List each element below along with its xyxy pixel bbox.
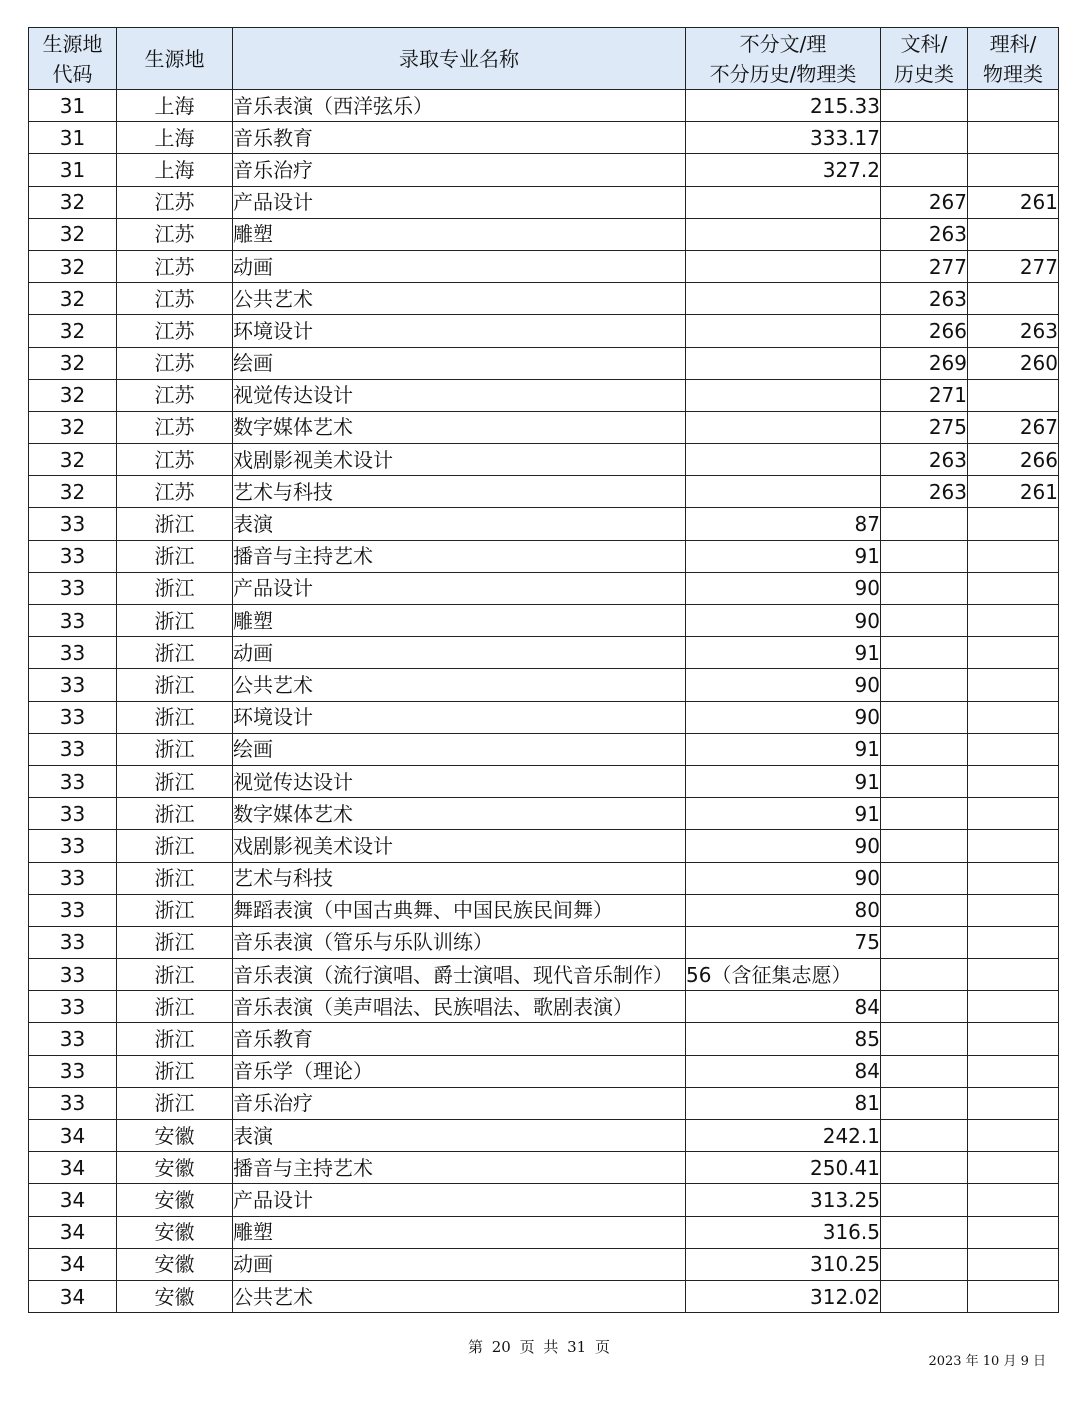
table-row — [29, 605, 1059, 637]
cell-province: 浙江 — [117, 605, 233, 637]
table-row — [29, 830, 1059, 862]
cell-province: 安徽 — [117, 1184, 233, 1216]
cell-major: 音乐学（理论） — [233, 1055, 686, 1087]
cell-province-code: 33 — [29, 508, 117, 540]
cell-score-arts-history: 275 — [881, 411, 968, 443]
cell-province: 江苏 — [117, 379, 233, 411]
cell-score-arts-history — [881, 90, 968, 122]
cell-province-code: 34 — [29, 1152, 117, 1184]
cell-major: 戏剧影视美术设计 — [233, 830, 686, 862]
cell-major: 视觉传达设计 — [233, 379, 686, 411]
cell-province: 浙江 — [117, 862, 233, 894]
cell-score-science-physics — [968, 669, 1059, 701]
header-province-line: 生源地 — [144, 46, 205, 71]
cell-province: 安徽 — [117, 1216, 233, 1248]
cell-province: 浙江 — [117, 798, 233, 830]
cell-score-science-physics: 267 — [968, 411, 1059, 443]
cell-province: 江苏 — [117, 186, 233, 218]
header-major-line: 录取专业名称 — [399, 46, 519, 71]
table-row — [29, 1248, 1059, 1280]
cell-score-any-stream: 316.5 — [686, 1216, 881, 1248]
header-province-code-line: 生源地 — [42, 31, 103, 56]
cell-province: 浙江 — [117, 959, 233, 991]
cell-score-science-physics: 263 — [968, 315, 1059, 347]
header-science-physics-line: 理科/ — [989, 31, 1037, 56]
cell-score-any-stream: 333.17 — [686, 122, 881, 154]
cell-province-code: 33 — [29, 733, 117, 765]
cell-province: 江苏 — [117, 411, 233, 443]
cell-major: 播音与主持艺术 — [233, 540, 686, 572]
cell-score-arts-history — [881, 1120, 968, 1152]
cell-score-any-stream: 312.02 — [686, 1280, 881, 1312]
cell-province-code: 33 — [29, 991, 117, 1023]
cell-province-code: 33 — [29, 959, 117, 991]
cell-province: 江苏 — [117, 283, 233, 315]
cell-score-arts-history: 263 — [881, 444, 968, 476]
cell-province-code: 33 — [29, 1087, 117, 1119]
cell-province-code: 33 — [29, 669, 117, 701]
table-row — [29, 926, 1059, 958]
cell-score-arts-history — [881, 862, 968, 894]
cell-province: 浙江 — [117, 572, 233, 604]
cell-score-science-physics — [968, 605, 1059, 637]
cell-major: 音乐治疗 — [233, 154, 686, 186]
cell-score-science-physics: 260 — [968, 347, 1059, 379]
cell-score-science-physics — [968, 830, 1059, 862]
cell-score-science-physics — [968, 1216, 1059, 1248]
cell-major: 动画 — [233, 250, 686, 282]
cell-major: 环境设计 — [233, 701, 686, 733]
cell-province: 江苏 — [117, 315, 233, 347]
table-row — [29, 1055, 1059, 1087]
table-row — [29, 669, 1059, 701]
table-row — [29, 154, 1059, 186]
cell-score-any-stream: 81 — [686, 1087, 881, 1119]
table-row — [29, 991, 1059, 1023]
table-row — [29, 765, 1059, 797]
cell-score-any-stream: 90 — [686, 605, 881, 637]
cell-score-any-stream — [686, 379, 881, 411]
cell-score-any-stream: 215.33 — [686, 90, 881, 122]
cell-province-code: 31 — [29, 90, 117, 122]
cell-province-code: 32 — [29, 411, 117, 443]
cell-major: 绘画 — [233, 347, 686, 379]
cell-major: 音乐治疗 — [233, 1087, 686, 1119]
table-row — [29, 411, 1059, 443]
table-row — [29, 1216, 1059, 1248]
header-any-stream-line: 不分历史/物理类 — [709, 61, 857, 86]
cell-score-any-stream — [686, 411, 881, 443]
cell-province-code: 33 — [29, 637, 117, 669]
cell-score-any-stream: 327.2 — [686, 154, 881, 186]
cell-score-science-physics: 277 — [968, 250, 1059, 282]
cell-score-any-stream: 90 — [686, 669, 881, 701]
cell-major: 公共艺术 — [233, 1280, 686, 1312]
table-row — [29, 1120, 1059, 1152]
cell-score-science-physics — [968, 1023, 1059, 1055]
cell-score-science-physics — [968, 508, 1059, 540]
table-row — [29, 90, 1059, 122]
cell-province-code: 34 — [29, 1120, 117, 1152]
table-row — [29, 1087, 1059, 1119]
cell-score-science-physics — [968, 90, 1059, 122]
cell-score-arts-history — [881, 991, 968, 1023]
cell-province-code: 31 — [29, 122, 117, 154]
cell-score-science-physics — [968, 122, 1059, 154]
cell-score-any-stream — [686, 186, 881, 218]
cell-score-arts-history — [881, 733, 968, 765]
table-row — [29, 894, 1059, 926]
cell-score-any-stream: 87 — [686, 508, 881, 540]
cell-score-science-physics — [968, 572, 1059, 604]
table-row — [29, 315, 1059, 347]
cell-major: 音乐表演（流行演唱、爵士演唱、现代音乐制作） — [233, 959, 686, 991]
cell-major: 音乐表演（管乐与乐队训练） — [233, 926, 686, 958]
cell-province: 浙江 — [117, 669, 233, 701]
header-science-physics — [968, 28, 1059, 90]
cell-major: 产品设计 — [233, 186, 686, 218]
cell-score-arts-history — [881, 765, 968, 797]
table-row — [29, 218, 1059, 250]
cell-province: 浙江 — [117, 1087, 233, 1119]
cell-score-arts-history — [881, 1216, 968, 1248]
cell-major: 音乐教育 — [233, 122, 686, 154]
cell-score-science-physics — [968, 1248, 1059, 1280]
cell-score-any-stream: 90 — [686, 862, 881, 894]
table-body — [29, 90, 1059, 1313]
cell-score-any-stream: 91 — [686, 798, 881, 830]
cell-major: 舞蹈表演（中国古典舞、中国民族民间舞） — [233, 894, 686, 926]
cell-score-arts-history — [881, 1023, 968, 1055]
cell-province-code: 32 — [29, 444, 117, 476]
cell-province-code: 32 — [29, 347, 117, 379]
table-row — [29, 508, 1059, 540]
table-row — [29, 637, 1059, 669]
cell-major: 播音与主持艺术 — [233, 1152, 686, 1184]
cell-score-arts-history: 277 — [881, 250, 968, 282]
cell-province-code: 34 — [29, 1184, 117, 1216]
table-header-row — [29, 28, 1059, 90]
cell-province: 上海 — [117, 154, 233, 186]
cell-province-code: 33 — [29, 572, 117, 604]
cell-score-arts-history — [881, 959, 968, 991]
cell-major: 公共艺术 — [233, 669, 686, 701]
cell-province-code: 33 — [29, 894, 117, 926]
cell-score-any-stream: 84 — [686, 1055, 881, 1087]
cell-province: 浙江 — [117, 894, 233, 926]
cell-province-code: 33 — [29, 1023, 117, 1055]
cell-province-code: 33 — [29, 765, 117, 797]
cell-score-any-stream — [686, 347, 881, 379]
cell-major: 动画 — [233, 1248, 686, 1280]
cell-score-any-stream: 80 — [686, 894, 881, 926]
cell-score-any-stream: 84 — [686, 991, 881, 1023]
cell-score-any-stream: 310.25 — [686, 1248, 881, 1280]
cell-province: 浙江 — [117, 701, 233, 733]
cell-score-science-physics: 261 — [968, 476, 1059, 508]
table-row — [29, 572, 1059, 604]
cell-score-any-stream: 90 — [686, 572, 881, 604]
cell-major: 戏剧影视美术设计 — [233, 444, 686, 476]
cell-score-any-stream — [686, 283, 881, 315]
cell-score-arts-history — [881, 926, 968, 958]
cell-score-arts-history — [881, 637, 968, 669]
table-row — [29, 862, 1059, 894]
cell-province: 浙江 — [117, 637, 233, 669]
cell-score-science-physics — [968, 733, 1059, 765]
cell-major: 音乐教育 — [233, 1023, 686, 1055]
cell-score-science-physics — [968, 1120, 1059, 1152]
cell-province-code: 33 — [29, 701, 117, 733]
cell-province: 江苏 — [117, 218, 233, 250]
cell-score-science-physics — [968, 926, 1059, 958]
header-arts-history-line: 历史类 — [894, 61, 954, 86]
table-row — [29, 250, 1059, 282]
cell-score-arts-history: 263 — [881, 476, 968, 508]
cell-major: 雕塑 — [233, 218, 686, 250]
cell-score-science-physics — [968, 765, 1059, 797]
cell-province: 浙江 — [117, 830, 233, 862]
table-row — [29, 798, 1059, 830]
cell-major: 艺术与科技 — [233, 476, 686, 508]
cell-score-any-stream: 313.25 — [686, 1184, 881, 1216]
cell-major: 视觉传达设计 — [233, 765, 686, 797]
header-arts-history-line: 文科/ — [900, 31, 948, 56]
cell-score-arts-history — [881, 1152, 968, 1184]
cell-score-arts-history — [881, 1248, 968, 1280]
header-province-code — [29, 28, 117, 90]
table-row — [29, 476, 1059, 508]
cell-major: 音乐表演（美声唱法、民族唱法、歌剧表演） — [233, 991, 686, 1023]
header-arts-history — [881, 28, 968, 90]
table-row — [29, 959, 1059, 991]
cell-score-arts-history — [881, 798, 968, 830]
cell-major: 艺术与科技 — [233, 862, 686, 894]
cell-score-arts-history — [881, 1184, 968, 1216]
cell-major: 表演 — [233, 508, 686, 540]
cell-province: 安徽 — [117, 1152, 233, 1184]
header-any-stream — [686, 28, 881, 90]
cell-score-arts-history — [881, 572, 968, 604]
cell-province-code: 32 — [29, 218, 117, 250]
cell-score-arts-history — [881, 605, 968, 637]
cell-major: 雕塑 — [233, 1216, 686, 1248]
table-row — [29, 1280, 1059, 1312]
cell-province-code: 33 — [29, 798, 117, 830]
cell-major: 雕塑 — [233, 605, 686, 637]
cell-score-arts-history: 267 — [881, 186, 968, 218]
cell-score-science-physics — [968, 283, 1059, 315]
cell-major: 表演 — [233, 1120, 686, 1152]
header-science-physics-line: 物理类 — [983, 61, 1043, 86]
document-date: 2023 年 10 月 9 日 — [928, 1354, 1046, 1369]
table-row — [29, 347, 1059, 379]
cell-score-arts-history: 269 — [881, 347, 968, 379]
cell-province-code: 32 — [29, 250, 117, 282]
cell-score-any-stream — [686, 250, 881, 282]
cell-score-science-physics — [968, 1087, 1059, 1119]
table-row — [29, 1023, 1059, 1055]
table-row — [29, 540, 1059, 572]
cell-score-arts-history — [881, 540, 968, 572]
cell-score-science-physics — [968, 379, 1059, 411]
cell-province: 浙江 — [117, 540, 233, 572]
cell-score-science-physics — [968, 637, 1059, 669]
cell-score-arts-history — [881, 830, 968, 862]
cell-score-science-physics — [968, 701, 1059, 733]
cell-score-science-physics — [968, 798, 1059, 830]
cell-province: 安徽 — [117, 1120, 233, 1152]
cell-major: 音乐表演（西洋弦乐） — [233, 90, 686, 122]
cell-province: 浙江 — [117, 765, 233, 797]
cell-province: 上海 — [117, 122, 233, 154]
cell-score-science-physics — [968, 1055, 1059, 1087]
cell-score-any-stream: 91 — [686, 540, 881, 572]
cell-score-science-physics — [968, 862, 1059, 894]
cell-score-science-physics — [968, 154, 1059, 186]
table-row — [29, 1184, 1059, 1216]
cell-major: 公共艺术 — [233, 283, 686, 315]
cell-province: 江苏 — [117, 444, 233, 476]
cell-score-any-stream: 242.1 — [686, 1120, 881, 1152]
cell-score-science-physics — [968, 540, 1059, 572]
cell-score-science-physics: 261 — [968, 186, 1059, 218]
cell-major: 产品设计 — [233, 1184, 686, 1216]
cell-score-arts-history — [881, 1055, 968, 1087]
header-major — [233, 28, 686, 90]
cell-score-any-stream — [686, 476, 881, 508]
cell-score-any-stream: 75 — [686, 926, 881, 958]
table-row — [29, 444, 1059, 476]
table-row — [29, 379, 1059, 411]
cell-province: 浙江 — [117, 508, 233, 540]
cell-province: 浙江 — [117, 1023, 233, 1055]
cell-major: 产品设计 — [233, 572, 686, 604]
cell-province-code: 32 — [29, 379, 117, 411]
cell-score-arts-history — [881, 669, 968, 701]
cell-province-code: 34 — [29, 1248, 117, 1280]
cell-major: 绘画 — [233, 733, 686, 765]
cell-major: 动画 — [233, 637, 686, 669]
cell-score-science-physics: 266 — [968, 444, 1059, 476]
cell-score-arts-history — [881, 154, 968, 186]
cell-province-code: 33 — [29, 830, 117, 862]
cell-province: 江苏 — [117, 476, 233, 508]
cell-score-science-physics — [968, 991, 1059, 1023]
cell-province-code: 32 — [29, 186, 117, 218]
cell-province-code: 33 — [29, 605, 117, 637]
cell-major: 环境设计 — [233, 315, 686, 347]
cell-score-science-physics — [968, 218, 1059, 250]
header-any-stream-line: 不分文/理 — [739, 31, 827, 56]
cell-score-arts-history: 271 — [881, 379, 968, 411]
admission-score-table — [28, 27, 1059, 1313]
table-row — [29, 186, 1059, 218]
cell-score-any-stream: 90 — [686, 701, 881, 733]
page-number: 第 20 页 共 31 页 — [467, 1338, 610, 1356]
cell-score-any-stream: 250.41 — [686, 1152, 881, 1184]
cell-province-code: 33 — [29, 1055, 117, 1087]
cell-score-arts-history — [881, 894, 968, 926]
cell-province: 浙江 — [117, 1055, 233, 1087]
cell-province-code: 34 — [29, 1216, 117, 1248]
header-province — [117, 28, 233, 90]
cell-score-any-stream: 91 — [686, 765, 881, 797]
cell-province-code: 32 — [29, 283, 117, 315]
cell-major: 数字媒体艺术 — [233, 798, 686, 830]
header-province-code-line: 代码 — [52, 61, 93, 86]
cell-score-any-stream — [686, 218, 881, 250]
cell-province-code: 31 — [29, 154, 117, 186]
cell-score-arts-history — [881, 122, 968, 154]
cell-score-arts-history — [881, 508, 968, 540]
cell-score-any-stream — [686, 444, 881, 476]
cell-score-science-physics — [968, 1152, 1059, 1184]
table-row — [29, 122, 1059, 154]
cell-score-any-stream: 91 — [686, 733, 881, 765]
cell-score-arts-history — [881, 1087, 968, 1119]
cell-score-any-stream: 85 — [686, 1023, 881, 1055]
cell-score-science-physics — [968, 894, 1059, 926]
cell-score-science-physics — [968, 1184, 1059, 1216]
cell-score-any-stream: 91 — [686, 637, 881, 669]
cell-score-any-stream: 90 — [686, 830, 881, 862]
cell-score-arts-history: 266 — [881, 315, 968, 347]
cell-score-science-physics — [968, 959, 1059, 991]
cell-province: 浙江 — [117, 991, 233, 1023]
cell-major: 数字媒体艺术 — [233, 411, 686, 443]
cell-province-code: 32 — [29, 315, 117, 347]
table-row — [29, 283, 1059, 315]
cell-province-code: 33 — [29, 540, 117, 572]
cell-province: 安徽 — [117, 1280, 233, 1312]
cell-score-arts-history: 263 — [881, 283, 968, 315]
cell-province-code: 33 — [29, 926, 117, 958]
cell-score-any-stream: 56（含征集志愿） — [686, 959, 881, 991]
cell-province: 上海 — [117, 90, 233, 122]
cell-province-code: 33 — [29, 862, 117, 894]
cell-score-science-physics — [968, 1280, 1059, 1312]
table-row — [29, 733, 1059, 765]
cell-province: 浙江 — [117, 926, 233, 958]
cell-province-code: 32 — [29, 476, 117, 508]
cell-province: 江苏 — [117, 250, 233, 282]
cell-score-arts-history — [881, 701, 968, 733]
cell-score-arts-history: 263 — [881, 218, 968, 250]
table-row — [29, 701, 1059, 733]
cell-province-code: 34 — [29, 1280, 117, 1312]
cell-score-any-stream — [686, 315, 881, 347]
cell-score-arts-history — [881, 1280, 968, 1312]
cell-province: 安徽 — [117, 1248, 233, 1280]
cell-province: 浙江 — [117, 733, 233, 765]
cell-province: 江苏 — [117, 347, 233, 379]
table-row — [29, 1152, 1059, 1184]
